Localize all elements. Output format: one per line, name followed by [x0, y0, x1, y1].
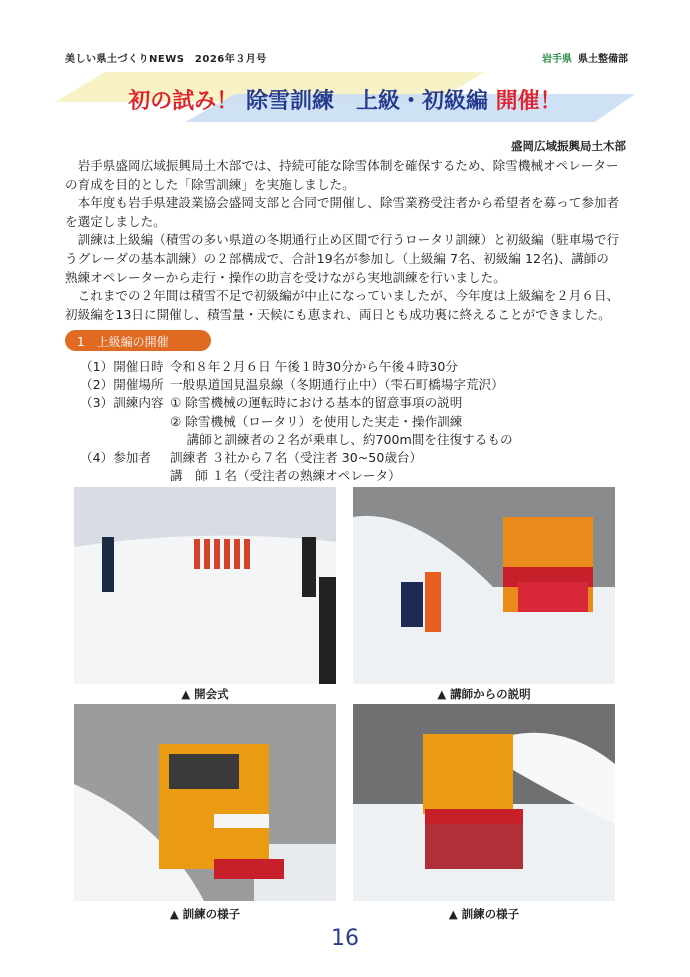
photo-caption: ▲ 開会式 — [181, 687, 229, 701]
detail-label: （1）開催日時 — [80, 359, 164, 374]
title-part-1: 初の試み！ — [128, 89, 239, 114]
body-line: 岩手県盛岡広域振興局土木部では、持続可能な除雪体制を確保するため、除雪機械オペレーター — [65, 158, 619, 173]
title-part-2: 除雪訓練 上級・初級編 — [245, 89, 488, 114]
title-part-3: 開催！ — [495, 89, 562, 114]
photo-training-2 — [353, 704, 615, 901]
section-heading: 1 上級編の開催 — [65, 330, 211, 351]
header-right — [542, 50, 628, 65]
photo-caption: ▲ 訓練の様子 — [169, 907, 241, 921]
event-details — [80, 358, 513, 485]
article-body — [65, 157, 627, 324]
detail-value: 講師と訓練者の２名が乗車し、約700m間を往復するもの — [170, 431, 513, 447]
detail-row — [80, 467, 513, 485]
body-line: これまでの２年間は積雪不足で初級編が中止になっていましたが、今年度は上級編を２月６日、 — [65, 288, 620, 304]
detail-label: （4）参加者 — [80, 450, 151, 466]
detail-row — [80, 413, 513, 431]
photo-caption: ▲ 訓練の様子 — [448, 907, 520, 921]
detail-label — [80, 467, 170, 485]
detail-label: （2）開催場所 — [80, 377, 164, 393]
photo-training-1 — [74, 704, 336, 901]
photo-opening-ceremony — [74, 487, 336, 684]
detail-row — [80, 449, 513, 467]
detail-row — [80, 431, 513, 449]
detail-value: ② 除雪機械（ロータリ）を使用した実走・操作訓練 — [170, 413, 463, 429]
body-line: を選定しました。 — [65, 213, 166, 229]
detail-row — [80, 376, 513, 394]
body-line: 初級編を13日に開催し、積雪量・天候にも恵まれ、両日とも成功裏に終えることができました。 — [65, 306, 611, 322]
detail-label: （3）訓練内容 — [80, 395, 164, 411]
body-line: 訓練は上級編（積雪の多い県道の冬期通行止め区間で行うロータリ訓練）と初級編（駐車場で行 — [65, 232, 620, 248]
author-org: 盛岡広域振興局土木部 — [511, 139, 626, 153]
detail-value: 一般県道国見温泉線（冬期通行止中）（雫石町橋場字荒沢） — [170, 377, 504, 393]
detail-value: 令和８年２月６日 午後１時30分から午後４時30分 — [170, 359, 458, 374]
detail-label — [80, 431, 170, 449]
publication-name: 美しい県土づくりNEWS 2026年３月号 — [65, 54, 267, 65]
detail-row — [80, 358, 513, 376]
detail-label — [80, 413, 170, 431]
body-line: 熟練オペレーターから走行・操作の助言を受けながら実地訓練を行いました。 — [65, 269, 506, 285]
detail-row — [80, 394, 513, 412]
photo-caption: ▲ 講師からの説明 — [437, 687, 531, 701]
page-title — [0, 84, 690, 115]
detail-value: 訓練者 ３社から７名（受注者 30~50歳台） — [170, 450, 423, 466]
detail-value: ① 除雪機械の運転時における基本的留意事項の説明 — [170, 395, 463, 411]
body-line: 本年度も岩手県建設業協会盛岡支部と合同で開催し、除雪業務受注者から希望者を募って参加者 — [65, 195, 620, 211]
body-line: うグレーダの基本訓練）の２部構成で、合計19名が参加し（上級編 7名、初級編 12名)、講師の — [65, 250, 609, 266]
page-number: 16 — [331, 926, 359, 951]
photo-instructor-explanation — [353, 487, 615, 684]
body-line: の育成を目的とした「除雪訓練」を実施しました。 — [65, 176, 355, 192]
detail-value: 講 師 １名（受注者の熟練オペレータ） — [170, 468, 401, 484]
prefecture-logo: 岩手県 — [542, 54, 572, 65]
department-name: 県土整備部 — [578, 54, 628, 65]
